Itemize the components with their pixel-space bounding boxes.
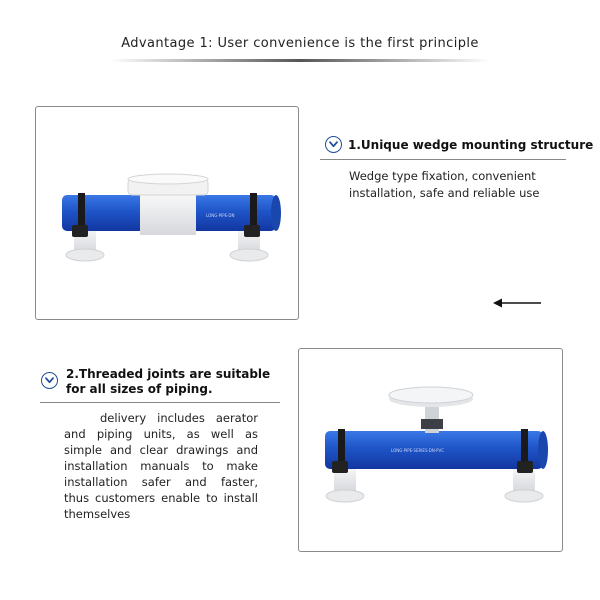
section1-divider: [320, 159, 566, 160]
chevron-down-circle-icon: [325, 136, 342, 153]
page-title: Advantage 1: User convenience is the first principle: [121, 36, 479, 51]
product-image-frame-1: [35, 106, 299, 320]
title-divider: [110, 59, 490, 62]
aerator-pipe-image-1: [36, 107, 297, 318]
section1-description: Wedge type fixation, convenient installation, safe and reliable use: [349, 169, 540, 200]
section1-heading: 1.Unique wedge mounting structure: [348, 138, 594, 152]
product-image-frame-2: [298, 348, 563, 552]
arrow-left-icon: [492, 294, 542, 313]
svg-text:LONG·PIPE·SERIES·DN·PVC: LONG·PIPE·SERIES·DN·PVC: [391, 448, 445, 453]
aerator-pipe-image-2: [299, 349, 561, 550]
chevron-down-circle-icon: [41, 372, 58, 389]
section2-heading: 2.Threaded joints are suitable for all sizes of piping.: [66, 367, 271, 396]
section2-divider: [40, 402, 280, 403]
section2-description: delivery includes aerator and piping units, as well as simple and clear drawings and installation manuals to make installation safer and faster, thus customers enable to install themselves: [64, 411, 258, 521]
svg-text:LONG·PIPE·DN: LONG·PIPE·DN: [206, 213, 235, 218]
